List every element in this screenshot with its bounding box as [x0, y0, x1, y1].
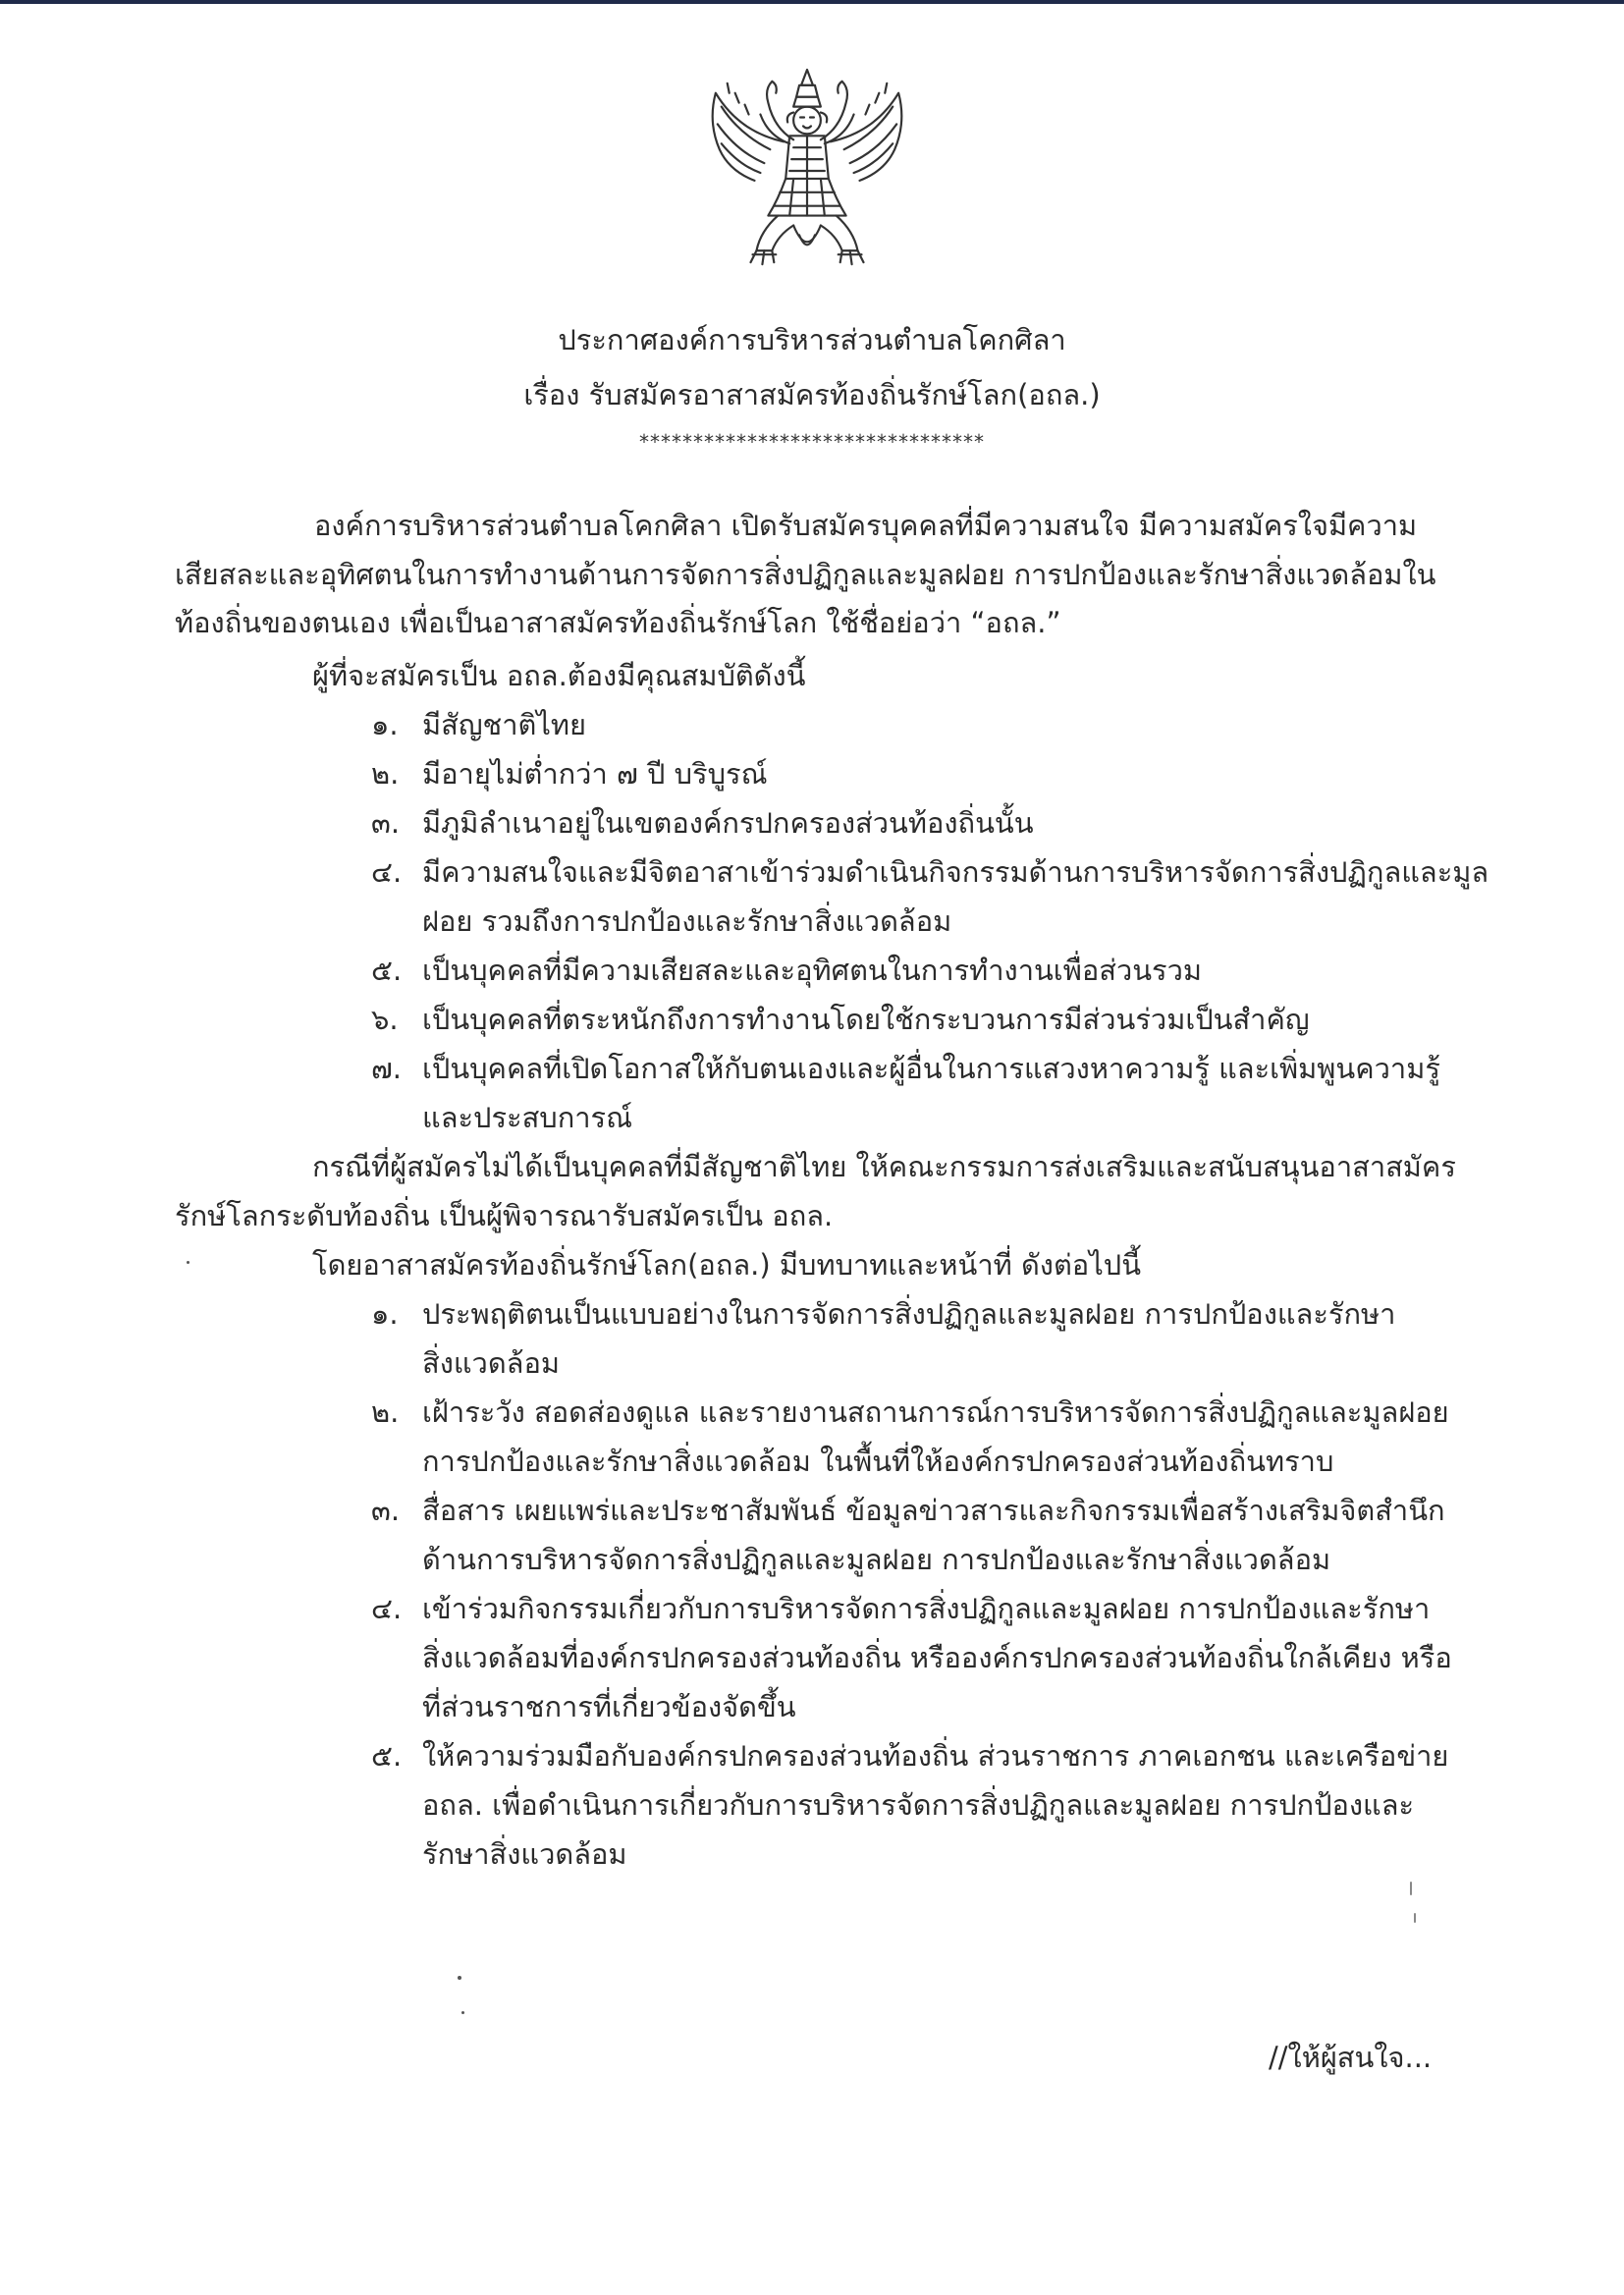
item-number: ๑. [371, 1297, 399, 1331]
item-number: ๑. [371, 708, 399, 741]
item-text: สิ่งแวดล้อมที่องค์กรปกครองส่วนท้องถิ่น หรือองค์กรปกครองส่วนท้องถิ่นใกล้เคียง หรือ [422, 1641, 1452, 1674]
item-text: เฝ้าระวัง สอดส่องดูแล และรายงานสถานการณ์การบริหารจัดการสิ่งปฏิกูลและมูลฝอย [422, 1395, 1449, 1429]
item-text: การปกป้องและรักษาสิ่งแวดล้อม ในพื้นที่ให้องค์กรปกครองส่วนท้องถิ่นทราบ [422, 1445, 1334, 1478]
item-text: มีอายุไม่ต่ำกว่า ๗ ปี บริบูรณ์ [422, 757, 768, 791]
scan-top-edge [0, 0, 1624, 4]
item-text: มีสัญชาติไทย [422, 708, 587, 741]
title-separator: ******************************** [639, 430, 985, 454]
item-text: ฝอย รวมถึงการปกป้องและรักษาสิ่งแวดล้อม [422, 904, 952, 938]
item-text: สิ่งแวดล้อม [422, 1346, 560, 1380]
duties-heading: โดยอาสาสมัครท้องถิ่นรักษ์โลก(อถล.) มีบทบาทและหน้าที่ ดังต่อไปนี้ [312, 1248, 1142, 1282]
intro-line-1: องค์การบริหารส่วนตำบลโคกศิลา เปิดรับสมัครบุคคลที่มีความสนใจ มีความสมัครใจมีความ [314, 509, 1418, 542]
item-text: เป็นบุคคลที่มีความเสียสละและอุทิศตนในการทำงานเพื่อส่วนรวม [422, 954, 1203, 987]
continuation-note: //ให้ผู้สนใจ... [1269, 2041, 1433, 2074]
item-text: ด้านการบริหารจัดการสิ่งปฏิกูลและมูลฝอย การปกป้องและรักษาสิ่งแวดล้อม [422, 1543, 1331, 1576]
item-text: เข้าร่วมกิจกรรมเกี่ยวกับการบริหารจัดการสิ่งปฏิกูลและมูลฝอย การปกป้องและรักษา [422, 1592, 1431, 1625]
item-text: เป็นบุคคลที่ตระหนักถึงการทำงานโดยใช้กระบวนการมีส่วนร่วมเป็นสำคัญ [422, 1003, 1310, 1036]
scan-speck [1410, 1882, 1412, 1895]
garuda-emblem-icon [700, 63, 914, 279]
item-number: ๗. [371, 1052, 403, 1085]
item-text: ที่ส่วนราชการที่เกี่ยวข้องจัดขึ้น [422, 1690, 796, 1723]
scan-speck [1414, 1913, 1416, 1923]
item-number: ๒. [371, 757, 400, 791]
item-text: รักษาสิ่งแวดล้อม [422, 1837, 627, 1871]
item-text: อถล. เพื่อดำเนินการเกี่ยวกับการบริหารจัดการสิ่งปฏิกูลและมูลฝอย การปกป้องและ [422, 1788, 1415, 1822]
item-number: ๖. [371, 1003, 399, 1036]
item-number: ๔. [371, 855, 403, 889]
item-text: และประสบการณ์ [422, 1101, 633, 1134]
non-thai-line-1: กรณีที่ผู้สมัครไม่ได้เป็นบุคคลที่มีสัญชาติไทย ให้คณะกรรมการส่งเสริมและสนับสนุนอาสาสมัคร [312, 1150, 1456, 1183]
scan-speck [461, 2011, 464, 2014]
non-thai-line-2: รักษ์โลกระดับท้องถิ่น เป็นผู้พิจารณารับสมัครเป็น อถล. [175, 1199, 834, 1232]
intro-line-3: ท้องถิ่นของตนเอง เพื่อเป็นอาสาสมัครท้องถิ่นรักษ์โลก ใช้ชื่อย่อว่า “อถล.” [175, 606, 1061, 639]
scan-speck [458, 1976, 461, 1980]
item-text: มีภูมิลำเนาอยู่ในเขตองค์กรปกครองส่วนท้องถิ่นนั้น [422, 806, 1034, 840]
scan-speck [187, 1261, 189, 1264]
item-number: ๕. [371, 954, 403, 987]
item-number: ๔. [371, 1592, 403, 1625]
item-text: มีความสนใจและมีจิตอาสาเข้าร่วมดำเนินกิจกรรมด้านการบริหารจัดการสิ่งปฏิกูลและมูล [422, 855, 1489, 889]
item-number: ๕. [371, 1739, 403, 1773]
intro-line-2: เสียสละและอุทิศตนในการทำงานด้านการจัดการสิ่งปฏิกูลและมูลฝอย การปกป้องและรักษาสิ่งแวดล้อมใน [175, 558, 1436, 591]
announcement-subject: เรื่อง รับสมัครอาสาสมัครท้องถิ่นรักษ์โลก(อถล.) [523, 378, 1101, 411]
qualifications-heading: ผู้ที่จะสมัครเป็น อถล.ต้องมีคุณสมบัติดังนี้ [312, 659, 806, 692]
item-text: ประพฤติตนเป็นแบบอย่างในการจัดการสิ่งปฏิกูลและมูลฝอย การปกป้องและรักษา [422, 1297, 1396, 1331]
announcement-title: ประกาศองค์การบริหารส่วนตำบลโคกศิลา [558, 323, 1066, 356]
item-text: เป็นบุคคลที่เปิดโอกาสให้กับตนเองและผู้อื่นในการแสวงหาความรู้ และเพิ่มพูนความรู้ [422, 1052, 1440, 1085]
item-number: ๒. [371, 1395, 400, 1429]
item-text: สื่อสาร เผยแพร่และประชาสัมพันธ์ ข้อมูลข่าวสารและกิจกรรมเพื่อสร้างเสริมจิตสำนึก [422, 1494, 1445, 1527]
item-number: ๓. [371, 1494, 401, 1527]
item-number: ๓. [371, 806, 401, 840]
item-text: ให้ความร่วมมือกับองค์กรปกครองส่วนท้องถิ่น ส่วนราชการ ภาคเอกชน และเครือข่าย [422, 1739, 1449, 1773]
